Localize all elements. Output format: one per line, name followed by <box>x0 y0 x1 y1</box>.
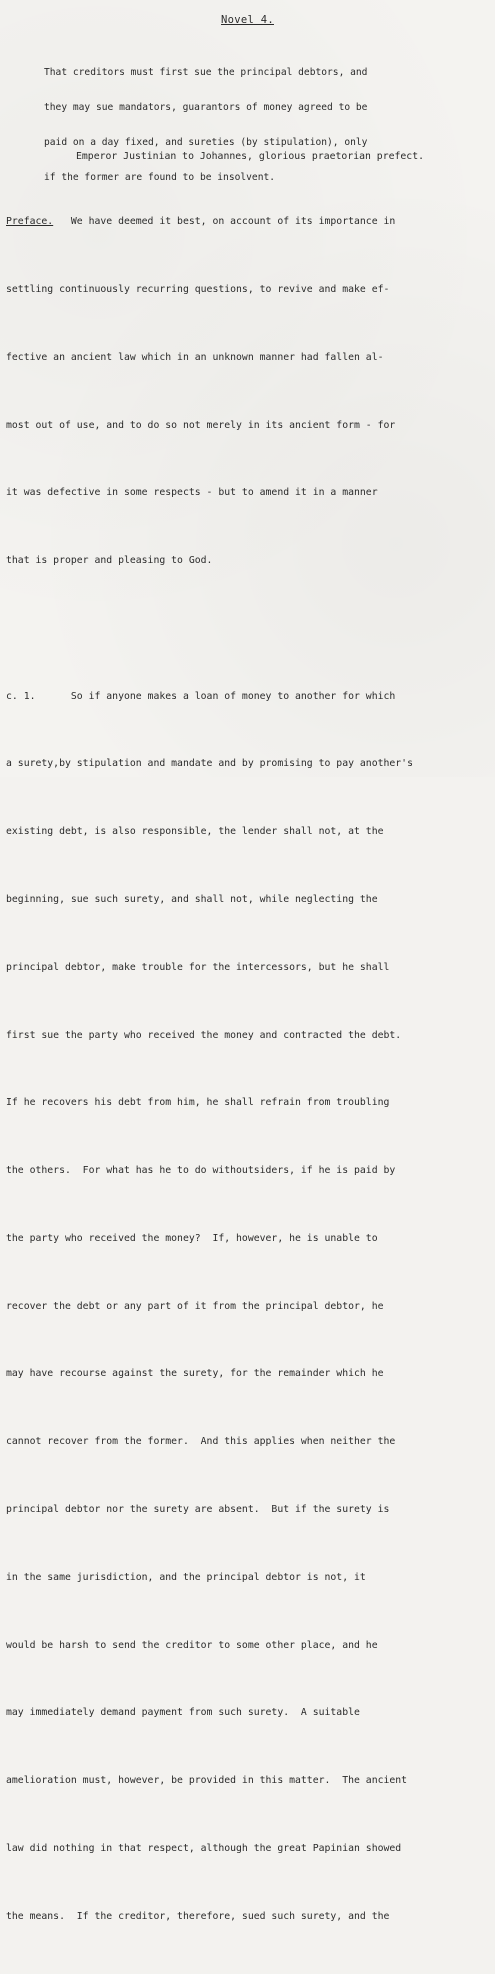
section-line: amelioration must, however, be provided in this matter. The ancient <box>6 1775 408 1787</box>
salutation: Emperor Justinian to Johannes, glorious praetorian prefect. <box>76 151 424 162</box>
preface-line: settling continuously recurring questions, to revive and make ef- <box>6 283 390 295</box>
section-line: the party who received the money? If, however, he is unable to <box>6 1232 378 1244</box>
preface-line <box>6 211 490 234</box>
preface-line: that is proper and pleasing to God. <box>6 555 213 567</box>
preface-line-text: We have deemed it best, on account of its importance in <box>53 216 396 228</box>
paragraph-gap <box>6 618 490 641</box>
section-line: the means. If the creditor, therefore, sued such surety, and the <box>6 1910 390 1922</box>
section-line: If he recovers his debt from him, he shall refrain from troubling <box>6 1097 390 1109</box>
section-line: c. 1. So if anyone makes a loan of money to another for which <box>6 690 396 702</box>
title-text: Novel 4. <box>221 14 274 26</box>
preface-line: it was defective in some respects - but to amend it in a manner <box>6 487 378 499</box>
preface-line: most out of use, and to do so not merely in its ancient form - for <box>6 419 396 431</box>
summary-line: if the former are found to be insolvent. <box>44 171 276 183</box>
page-title <box>0 14 495 26</box>
section-line: may have recourse against the surety, for the remainder which he <box>6 1368 384 1380</box>
section-line: in the same jurisdiction, and the principal debtor is not, it <box>6 1571 366 1583</box>
section-line: may immediately demand payment from such surety. A suitable <box>6 1707 360 1719</box>
preface-line: fective an ancient law which in an unknown manner had fallen al- <box>6 351 384 363</box>
section-line: the others. For what has he to do withoutsiders, if he is paid by <box>6 1165 396 1177</box>
preface-label: Preface. <box>6 216 54 228</box>
body-text <box>6 166 490 1974</box>
section-line: a surety,by stipulation and mandate and by promising to pay another's <box>6 758 413 770</box>
section-line: principal debtor nor the surety are absent. But if the surety is <box>6 1504 390 1516</box>
section-line: recover the debt or any part of it from the principal debtor, he <box>6 1300 384 1312</box>
section-line: first sue the party who received the money and contracted the debt. <box>6 1029 402 1041</box>
section-line: cannot recover from the former. And this applies when neither the <box>6 1436 396 1448</box>
section-line: beginning, sue such surety, and shall not, while neglecting the <box>6 894 378 905</box>
section-line: principal debtor, make trouble for the intercessors, but he shall <box>6 961 390 973</box>
summary-line: paid on a day fixed, and sureties (by stipulation), only <box>44 136 368 148</box>
section-line: law did nothing in that respect, although the great Papinian showed <box>6 1842 402 1854</box>
summary-line: they may sue mandators, guarantors of money agreed to be <box>44 101 368 113</box>
summary-line: That creditors must first sue the principal debtors, and <box>44 67 368 79</box>
section-line: existing debt, is also responsible, the lender shall not, at the <box>6 826 384 838</box>
section-line: would be harsh to send the creditor to some other place, and he <box>6 1639 378 1651</box>
